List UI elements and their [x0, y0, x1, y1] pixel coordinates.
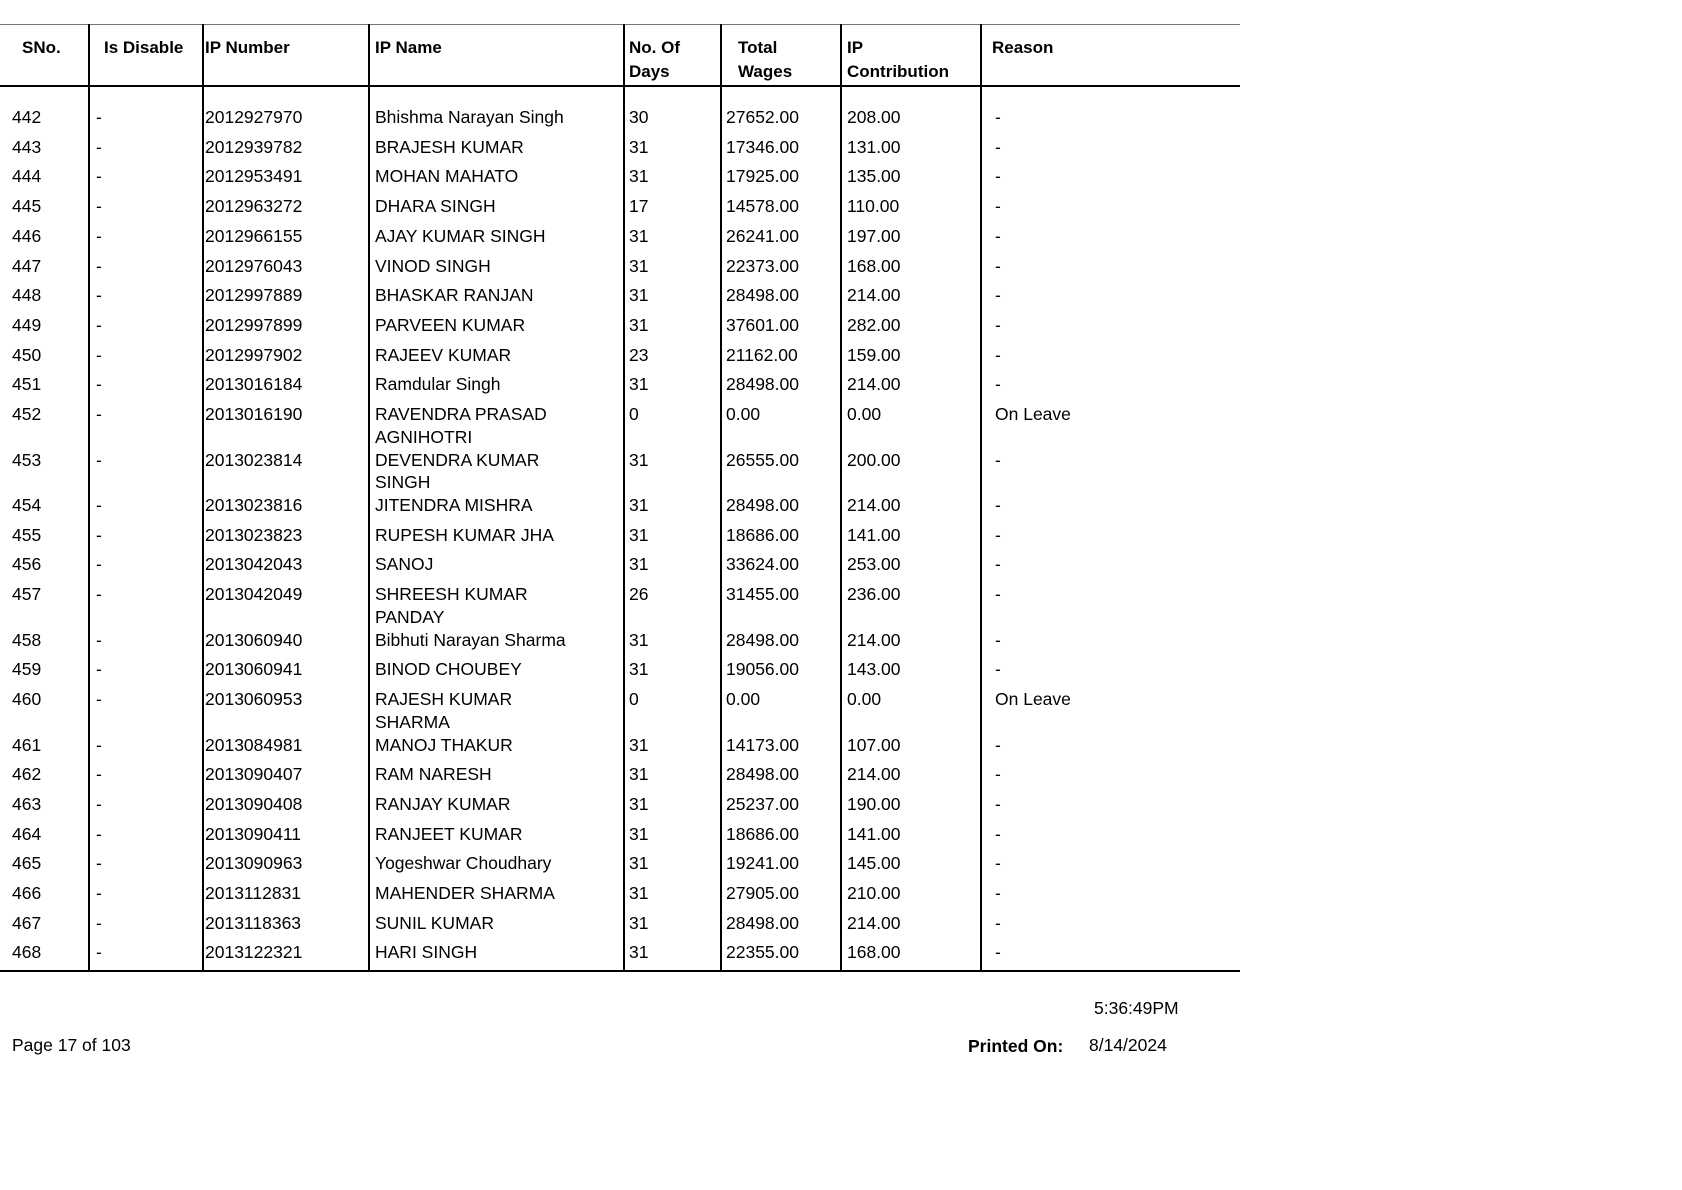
cell-reason: - — [995, 629, 1001, 650]
cell-days: 31 — [629, 912, 649, 933]
cell-ip-number: 2013122321 — [205, 942, 303, 963]
cell-ip-contribution: 236.00 — [847, 584, 901, 605]
cell-total-wages: 37601.00 — [726, 314, 799, 335]
cell-total-wages: 14173.00 — [726, 734, 799, 755]
cell-ip-name: SANOJ — [375, 554, 434, 575]
cell-ip-number: 2013016190 — [205, 404, 303, 424]
cell-ip-name: AJAY KUMAR SINGH — [375, 225, 546, 246]
cell-ip-name: HARI SINGH — [375, 942, 478, 963]
cell-ip-name: Bibhuti Narayan Sharma — [375, 629, 566, 650]
header-ip-number: IP Number — [205, 38, 290, 57]
column-divider — [980, 24, 982, 972]
cell-is-disable: - — [96, 524, 102, 545]
cell-ip-number: 2012927970 — [205, 107, 303, 127]
cell-reason: - — [995, 734, 1001, 755]
cell-sno: 442 — [12, 107, 42, 127]
cell-ip-name: BINOD CHOUBEY — [375, 659, 522, 680]
header-reason: Reason — [992, 38, 1054, 57]
header-wages-line1: Total — [738, 38, 778, 57]
header-days-line1: No. Of — [629, 38, 680, 57]
cell-ip-number: 2013042049 — [205, 584, 303, 605]
cell-total-wages: 0.00 — [726, 404, 761, 424]
cell-ip-name: RAM NARESH — [375, 764, 492, 785]
cell-total-wages: 21162.00 — [726, 344, 798, 365]
table-bottom-rule — [0, 970, 1240, 972]
cell-ip-contribution: 208.00 — [847, 107, 901, 127]
cell-is-disable: - — [96, 495, 102, 515]
cell-ip-name: JITENDRA MISHRA — [375, 495, 533, 515]
cell-is-disable: - — [96, 764, 102, 785]
cell-sno: 452 — [12, 404, 42, 424]
cell-sno: 464 — [12, 823, 42, 844]
cell-reason: - — [995, 554, 1001, 575]
cell-reason: - — [995, 659, 1001, 680]
header-is-disable: Is Disable — [104, 38, 184, 57]
cell-is-disable: - — [96, 166, 102, 187]
cell-ip-contribution: 168.00 — [847, 942, 901, 963]
cell-ip-contribution: 214.00 — [847, 764, 901, 785]
cell-days: 30 — [629, 107, 649, 127]
cell-ip-contribution: 110.00 — [847, 196, 900, 217]
cell-ip-name: RAJESH KUMAR — [375, 689, 513, 709]
cell-days: 31 — [629, 524, 649, 545]
header-ip-name: IP Name — [375, 38, 442, 57]
cell-total-wages: 19056.00 — [726, 659, 799, 680]
cell-reason: - — [995, 196, 1001, 217]
cell-ip-number: 2012953491 — [205, 166, 303, 187]
cell-days: 31 — [629, 225, 649, 246]
cell-ip-contribution: 214.00 — [847, 285, 901, 306]
cell-sno: 466 — [12, 883, 42, 903]
cell-ip-contribution: 253.00 — [847, 554, 901, 575]
cell-ip-name: SHARMA — [375, 711, 450, 732]
cell-is-disable: - — [96, 912, 102, 933]
cell-total-wages: 28498.00 — [726, 912, 799, 933]
cell-total-wages: 17925.00 — [726, 166, 799, 187]
printed-on-label: Printed On: — [968, 1036, 1064, 1056]
cell-ip-number: 2013090407 — [205, 764, 303, 785]
cell-total-wages: 0.00 — [726, 689, 761, 709]
cell-ip-name: RANJAY KUMAR — [375, 793, 511, 814]
cell-days: 23 — [629, 344, 649, 365]
cell-total-wages: 22355.00 — [726, 942, 799, 963]
cell-ip-name: RAVENDRA PRASAD — [375, 404, 547, 424]
cell-ip-name: RAJEEV KUMAR — [375, 344, 512, 365]
cell-days: 0 — [629, 689, 639, 709]
column-divider — [368, 24, 370, 972]
cell-ip-contribution: 141.00 — [847, 823, 901, 844]
cell-reason: - — [995, 764, 1001, 785]
printed-date: 8/14/2024 — [1089, 1035, 1167, 1055]
cell-ip-number: 2013118363 — [205, 912, 302, 933]
cell-ip-number: 2012997899 — [205, 314, 303, 335]
cell-days: 31 — [629, 166, 649, 187]
cell-ip-contribution: 135.00 — [847, 166, 901, 187]
cell-is-disable: - — [96, 225, 102, 246]
cell-sno: 460 — [12, 689, 42, 709]
cell-is-disable: - — [96, 883, 102, 903]
cell-ip-number: 2012997902 — [205, 344, 303, 365]
cell-reason: - — [995, 136, 1001, 157]
cell-days: 31 — [629, 314, 649, 335]
cell-ip-contribution: 141.00 — [847, 524, 901, 545]
cell-days: 31 — [629, 883, 649, 903]
header-wages-line2: Wages — [738, 62, 793, 81]
cell-is-disable: - — [96, 853, 102, 874]
cell-sno: 459 — [12, 659, 42, 680]
cell-ip-name: RUPESH KUMAR JHA — [375, 524, 554, 545]
cell-ip-number: 2013090963 — [205, 853, 303, 874]
cell-days: 17 — [629, 196, 649, 217]
cell-ip-contribution: 214.00 — [847, 495, 901, 515]
header-sno: SNo. — [22, 38, 61, 57]
cell-is-disable: - — [96, 554, 102, 575]
cell-sno: 445 — [12, 196, 42, 217]
cell-sno: 444 — [12, 166, 42, 187]
header-days-line2: Days — [629, 62, 670, 81]
cell-ip-name: BRAJESH KUMAR — [375, 136, 524, 157]
cell-total-wages: 28498.00 — [726, 764, 799, 785]
cell-ip-number: 2013060940 — [205, 629, 303, 650]
cell-days: 0 — [629, 404, 639, 424]
cell-is-disable: - — [96, 136, 102, 157]
cell-is-disable: - — [96, 374, 102, 395]
cell-ip-number: 2012997889 — [205, 285, 303, 306]
cell-reason: - — [995, 374, 1001, 395]
cell-ip-name: BHASKAR RANJAN — [375, 285, 534, 306]
cell-reason: - — [995, 107, 1001, 127]
cell-reason: On Leave — [995, 689, 1071, 709]
cell-reason: - — [995, 449, 1001, 470]
cell-days: 26 — [629, 584, 649, 605]
cell-is-disable: - — [96, 734, 102, 755]
cell-is-disable: - — [96, 793, 102, 814]
column-divider — [202, 24, 204, 972]
cell-sno: 446 — [12, 225, 42, 246]
cell-ip-number: 2013023823 — [205, 524, 303, 545]
cell-is-disable: - — [96, 449, 102, 470]
cell-sno: 454 — [12, 495, 42, 515]
cell-reason: - — [995, 524, 1001, 545]
cell-ip-number: 2012966155 — [205, 225, 303, 246]
header-bottom-rule — [0, 85, 1240, 87]
cell-ip-contribution: 197.00 — [847, 225, 901, 246]
cell-ip-number: 2013112831 — [205, 883, 302, 903]
cell-reason: - — [995, 853, 1001, 874]
cell-ip-name: Bhishma Narayan Singh — [375, 107, 564, 127]
cell-days: 31 — [629, 255, 649, 276]
cell-total-wages: 18686.00 — [726, 524, 799, 545]
cell-ip-contribution: 168.00 — [847, 255, 901, 276]
cell-total-wages: 26241.00 — [726, 225, 799, 246]
cell-ip-name: VINOD SINGH — [375, 255, 491, 276]
cell-sno: 462 — [12, 764, 42, 785]
printed-time: 5:36:49PM — [1094, 998, 1179, 1018]
column-divider — [720, 24, 722, 972]
cell-days: 31 — [629, 495, 649, 515]
cell-days: 31 — [629, 554, 649, 575]
cell-ip-contribution: 190.00 — [847, 793, 901, 814]
header-contribution-line1: IP — [847, 38, 864, 57]
cell-total-wages: 22373.00 — [726, 255, 799, 276]
column-divider — [88, 24, 90, 972]
cell-is-disable: - — [96, 344, 102, 365]
cell-days: 31 — [629, 659, 649, 680]
cell-total-wages: 28498.00 — [726, 495, 799, 515]
cell-reason: On Leave — [995, 404, 1071, 424]
cell-is-disable: - — [96, 689, 102, 709]
cell-days: 31 — [629, 285, 649, 306]
cell-days: 31 — [629, 764, 649, 785]
cell-ip-contribution: 210.00 — [847, 883, 901, 903]
cell-total-wages: 26555.00 — [726, 449, 799, 470]
cell-ip-name: MOHAN MAHATO — [375, 166, 519, 187]
cell-sno: 451 — [12, 374, 42, 395]
cell-ip-number: 2013042043 — [205, 554, 303, 575]
cell-ip-contribution: 107.00 — [847, 734, 901, 755]
cell-is-disable: - — [96, 107, 102, 127]
cell-sno: 458 — [12, 629, 42, 650]
cell-ip-contribution: 143.00 — [847, 659, 901, 680]
cell-ip-name: PARVEEN KUMAR — [375, 314, 526, 335]
cell-is-disable: - — [96, 823, 102, 844]
cell-ip-contribution: 214.00 — [847, 912, 901, 933]
cell-total-wages: 28498.00 — [726, 285, 799, 306]
cell-total-wages: 28498.00 — [726, 374, 799, 395]
column-divider — [840, 24, 842, 972]
cell-total-wages: 18686.00 — [726, 823, 799, 844]
cell-sno: 463 — [12, 793, 42, 814]
cell-ip-name: Yogeshwar Choudhary — [375, 853, 552, 874]
cell-reason: - — [995, 942, 1001, 963]
cell-sno: 449 — [12, 314, 42, 335]
cell-ip-number: 2012976043 — [205, 255, 303, 276]
cell-ip-contribution: 131.00 — [847, 136, 901, 157]
cell-reason: - — [995, 344, 1001, 365]
cell-sno: 461 — [12, 734, 42, 755]
cell-total-wages: 19241.00 — [726, 853, 799, 874]
cell-ip-number: 2012963272 — [205, 196, 303, 217]
header-contribution-line2: Contribution — [847, 62, 949, 81]
cell-total-wages: 27652.00 — [726, 107, 799, 127]
cell-ip-number: 2013084981 — [205, 734, 303, 755]
cell-is-disable: - — [96, 942, 102, 963]
cell-ip-contribution: 200.00 — [847, 449, 901, 470]
cell-sno: 467 — [12, 912, 42, 933]
cell-total-wages: 14578.00 — [726, 196, 799, 217]
report-table — [0, 24, 1240, 972]
cell-days: 31 — [629, 793, 649, 814]
cell-days: 31 — [629, 942, 649, 963]
cell-days: 31 — [629, 853, 649, 874]
cell-is-disable: - — [96, 659, 102, 680]
cell-reason: - — [995, 255, 1001, 276]
cell-is-disable: - — [96, 584, 102, 605]
cell-ip-contribution: 282.00 — [847, 314, 901, 335]
cell-total-wages: 17346.00 — [726, 136, 799, 157]
cell-reason: - — [995, 495, 1001, 515]
cell-days: 31 — [629, 629, 649, 650]
cell-ip-name: SINGH — [375, 472, 431, 492]
cell-sno: 468 — [12, 942, 42, 963]
cell-total-wages: 33624.00 — [726, 554, 799, 575]
cell-reason: - — [995, 285, 1001, 306]
cell-total-wages: 31455.00 — [726, 584, 799, 605]
cell-ip-contribution: 0.00 — [847, 404, 882, 424]
cell-days: 31 — [629, 136, 649, 157]
cell-ip-name: MAHENDER SHARMA — [375, 883, 555, 903]
cell-days: 31 — [629, 823, 649, 844]
cell-days: 31 — [629, 374, 649, 395]
cell-ip-name: SUNIL KUMAR — [375, 912, 494, 933]
cell-ip-number: 2013090411 — [205, 823, 302, 844]
cell-reason: - — [995, 823, 1001, 844]
cell-ip-contribution: 159.00 — [847, 344, 901, 365]
cell-ip-name: AGNIHOTRI — [375, 426, 473, 447]
cell-reason: - — [995, 225, 1001, 246]
cell-ip-name: RANJEET KUMAR — [375, 823, 523, 844]
cell-ip-number: 2013016184 — [205, 374, 303, 395]
cell-reason: - — [995, 314, 1001, 335]
cell-days: 31 — [629, 734, 649, 755]
cell-ip-name: PANDAY — [375, 606, 445, 627]
cell-ip-number: 2013060953 — [205, 689, 303, 709]
cell-sno: 465 — [12, 853, 42, 874]
cell-ip-contribution: 214.00 — [847, 629, 901, 650]
cell-sno: 457 — [12, 584, 42, 605]
cell-ip-number: 2012939782 — [205, 136, 303, 157]
column-divider — [623, 24, 625, 972]
cell-reason: - — [995, 883, 1001, 903]
cell-ip-contribution: 145.00 — [847, 853, 901, 874]
cell-ip-number: 2013090408 — [205, 793, 303, 814]
cell-reason: - — [995, 793, 1001, 814]
cell-ip-number: 2013023816 — [205, 495, 303, 515]
cell-ip-name: Ramdular Singh — [375, 374, 501, 395]
cell-ip-number: 2013060941 — [205, 659, 303, 680]
cell-is-disable: - — [96, 314, 102, 335]
cell-total-wages: 27905.00 — [726, 883, 799, 903]
cell-days: 31 — [629, 449, 649, 470]
cell-ip-name: DHARA SINGH — [375, 196, 496, 217]
cell-is-disable: - — [96, 196, 102, 217]
cell-total-wages: 28498.00 — [726, 629, 799, 650]
cell-sno: 447 — [12, 255, 42, 276]
cell-is-disable: - — [96, 255, 102, 276]
cell-ip-number: 2013023814 — [205, 449, 303, 470]
cell-reason: - — [995, 912, 1001, 933]
cell-sno: 448 — [12, 285, 42, 306]
cell-is-disable: - — [96, 629, 102, 650]
cell-sno: 450 — [12, 344, 42, 365]
page-number: Page 17 of 103 — [12, 1035, 131, 1055]
cell-sno: 456 — [12, 554, 42, 575]
cell-ip-contribution: 0.00 — [847, 689, 882, 709]
cell-sno: 443 — [12, 136, 42, 157]
table-top-rule — [0, 24, 1240, 25]
cell-ip-name: MANOJ THAKUR — [375, 734, 513, 755]
cell-reason: - — [995, 584, 1001, 605]
cell-total-wages: 25237.00 — [726, 793, 799, 814]
cell-ip-name: DEVENDRA KUMAR — [375, 449, 540, 470]
cell-sno: 453 — [12, 449, 42, 470]
cell-is-disable: - — [96, 404, 102, 424]
cell-reason: - — [995, 166, 1001, 187]
cell-sno: 455 — [12, 524, 42, 545]
cell-ip-contribution: 214.00 — [847, 374, 901, 395]
cell-is-disable: - — [96, 285, 102, 306]
cell-ip-name: SHREESH KUMAR — [375, 584, 528, 605]
